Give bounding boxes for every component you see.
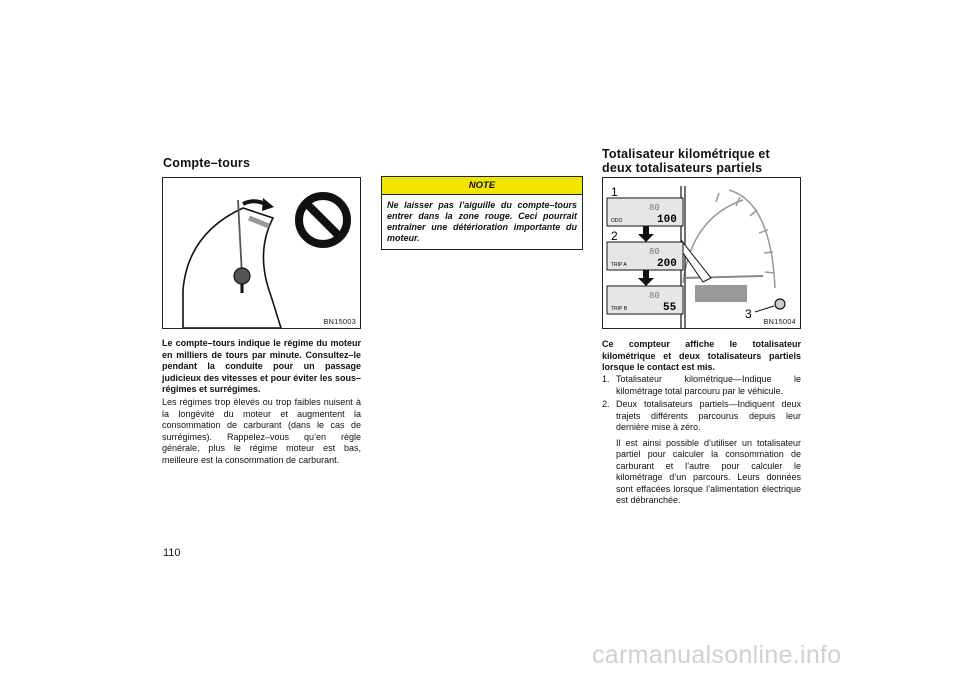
trip-b-value: 55 — [663, 302, 677, 314]
odometer-illustration — [603, 178, 800, 328]
tachometer-figure — [162, 177, 361, 329]
odometer-figure — [602, 177, 801, 329]
figure-code: BN15003 — [323, 317, 356, 326]
trip-explanation: Il est ainsi possible d’utiliser un totalisateur partiel pour calculer la consommation de carburant et l’autre pour calculer le kilométrage d’un parcours. Leurs données sont effacées lorsque l’alimentation électrique est débranchée. — [616, 437, 801, 505]
note-box — [381, 176, 583, 250]
list-text: Totalisateur kilométrique—Indique le kilométrage total parcouru par le véhicule. — [616, 374, 801, 396]
section-title-line-2: deux totalisateurs partiels — [602, 161, 763, 175]
display-dot-1: 80 — [649, 203, 660, 213]
list-item — [602, 374, 801, 397]
trip-a-value: 200 — [657, 258, 677, 270]
section-title-odometer — [602, 147, 770, 175]
odometer-description: Ce compteur affiche le totalisateur kilométrique et deux totalisateurs partiels lorsque le contact est mis. — [602, 339, 801, 372]
display-dot-3: 80 — [649, 291, 660, 301]
label-2: 2 — [611, 229, 618, 243]
tachometer-description: Le compte–tours indique le régime du moteur en milliers de tours par minute. Consultez–le pendant la conduite pour un passage judicieux des vitesses et pour éviter les sous–régimes et surrégimes. — [162, 338, 361, 394]
arrow-down-icon — [638, 270, 654, 286]
label-3: 3 — [745, 307, 752, 321]
tachometer-illustration — [163, 178, 360, 328]
section-title-line-1: Totalisateur kilométrique et — [602, 147, 770, 161]
prohibition-icon — [299, 196, 347, 244]
display-dot-2: 80 — [649, 247, 660, 257]
label-1: 1 — [611, 185, 618, 199]
arrow-down-icon — [638, 226, 654, 242]
odo-mode: ODO — [611, 218, 623, 224]
trip-a-mode: TRIP A — [611, 262, 627, 268]
tachometer-advice: Les régimes trop élevés ou trop faibles nuisent à la longévité du moteur et augmentent la consommation de carburant (dans le cas de surrégimes). Rappelez–vous qu’en règle générale, plus le régime moteur est bas, meilleure est la consommation de carburant. — [162, 397, 361, 465]
figure-code: BN15004 — [763, 317, 796, 326]
note-text: Ne laisser pas l’aiguille du compte–tours entrer dans la zone rouge. Ceci pourrait entraîner une détérioration importante du moteur. — [387, 200, 577, 243]
odometer-list — [602, 374, 801, 507]
list-item — [602, 399, 801, 434]
page-number: 110 — [163, 547, 181, 559]
list-number: 1. — [602, 374, 610, 384]
list-text: Deux totalisateurs partiels—Indiquent deux trajets différents parcourus depuis leur dernière mise à zéro. — [616, 399, 801, 432]
section-title-tachometer: Compte–tours — [163, 156, 251, 170]
watermark: carmanualsonline.info — [592, 641, 842, 669]
list-number: 2. — [602, 399, 610, 409]
trip-b-mode: TRIP B — [611, 306, 628, 312]
note-heading: NOTE — [382, 177, 582, 195]
odo-value: 100 — [657, 214, 677, 226]
